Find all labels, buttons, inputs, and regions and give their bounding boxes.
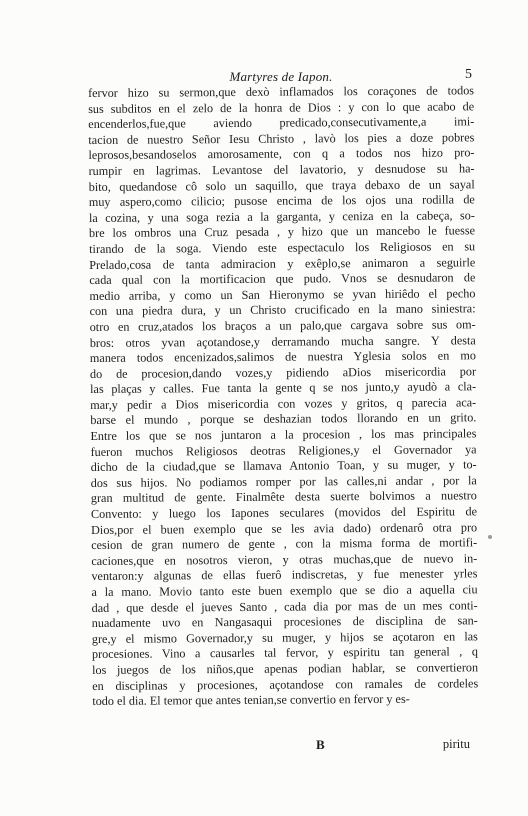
text-line: en disciplinas y procesiones, açotandose con ramales de cordeles xyxy=(92,675,479,693)
text-line: otro en cruz,atados los braços a un palo,que cargava sobre sus om- xyxy=(89,317,476,334)
text-line: con una piedra dura, y un Christo crucificado en la mano siniestra: xyxy=(89,301,476,319)
text-line: fueron muchos Religiosos deotras Religiones,y el Governador ya xyxy=(90,441,477,459)
text-line: Dios,por el buen exemplo que se les avia dado) ordenarô otra pro xyxy=(91,519,478,537)
text-line: a la mano. Movio tanto este buen exemplo que se dio a aquella ciu xyxy=(91,582,478,599)
text-line: cesion de gran numero de gente , con la misma forma de mortifi- xyxy=(91,535,478,553)
text-line: manera todos encenizados,salimos de nuestra Yglesia solos en mo xyxy=(89,348,476,366)
text-line: fervor hizo su sermon,que dexò inflamados los coraçones de todos xyxy=(88,83,475,100)
text-line: caciones,que en nosotros vieron, y otras muchas,que de nuevo in- xyxy=(91,551,478,568)
text-line: medio arriba, y como un San Hieronymo se yvan hiriêdo el pecho xyxy=(89,286,476,303)
text-line: dos sus hijos. No podiamos romper por las calles,ni andar , por la xyxy=(90,473,477,490)
text-line: dicho de la ciudad,que se llamava Antonio Toan, y su muger, y to- xyxy=(90,457,477,475)
catchword: piritu xyxy=(442,737,470,751)
running-head: Martyres de Iapon. xyxy=(229,69,333,84)
text-line: todo el dia. El temor que antes tenian,se convertio en fervor y es- xyxy=(92,691,410,709)
paper-speck xyxy=(488,535,492,539)
signature-mark: B xyxy=(316,737,325,752)
text-line: Entre los que se nos juntaron a la procesion , los mas principales xyxy=(90,426,477,444)
text-line: bre los ombros una Cruz pesada , y hizo que un mancebo le fuesse xyxy=(88,223,476,241)
text-line: sus subditos en el zelo de la honra de Dios : y con lo que acabo de xyxy=(88,98,475,116)
text-line: tirando de la soga. Viendo este espectaculo los Religiosos en su xyxy=(89,239,476,256)
text-line: cada qual con la mortificacion que pudo. Vnos se desnudaron de xyxy=(89,270,476,288)
text-line: do de procesion,dando vozes,y pidiendo aDios misericordia por xyxy=(89,363,477,381)
page-number: 5 xyxy=(465,67,472,82)
text-line: dad , que desde el jueves Santo , cada dia por mas de un mes conti- xyxy=(91,597,478,615)
text-line: barse el mundo , porque se deshazian todos llorando en un grito. xyxy=(90,410,477,428)
text-line: la cozina, y una soga rezia a la garganta, y ceniza en la cabeça, so- xyxy=(88,208,475,225)
text-line: mar,y pedir a Dios misericordia con vozes y gritos, q parecia aca- xyxy=(90,395,477,412)
text-line: bito, quedandose cô solo un saquillo, que traya debaxo de un sayal xyxy=(88,176,475,194)
text-line: las plaças y calles. Fue tanta la gente q se nos junto,y ayudò a cla- xyxy=(90,379,477,397)
text-line: leprosos,besandoselos amorosamente, con q a todos nos hizo pro- xyxy=(88,145,475,163)
text-line: nuadamente uvo en Nangasaqui procesiones de disciplina de san- xyxy=(91,613,478,631)
text-line: bros: otros yvan açotandose,y derramando mucha sangre. Y desta xyxy=(89,332,476,350)
text-line: rumpir en lagrimas. Levantose del lavatorio, y desnudose su ha- xyxy=(88,161,475,178)
page-footer xyxy=(88,737,474,757)
text-line: muy aspero,como cilicio; pusose encima de los ojos una rodilla de xyxy=(88,192,475,210)
body-text xyxy=(88,83,478,709)
text-line: gran multitud de gente. Finalmête desta suerte bolvimos a nuestro xyxy=(90,488,477,506)
text-line: Convento: y luego los Iapones seculares (movidos del Espiritu de xyxy=(90,504,478,522)
text-line: Prelado,cosa de tanta admiracion y exêplo,se animaron a seguirle xyxy=(89,254,476,272)
text-line: ventaron:y algunas de ellas fuerô indiscretas, y fue menester yrles xyxy=(91,566,478,584)
text-line: procesiones. Vino a causarles tal fervor, y espiritu tan general , q xyxy=(91,644,479,662)
text-line: los juegos de los niños,que apenas podian hablar, se convertieron xyxy=(92,660,479,677)
text-line: encenderlos,fue,que aviendo predicado,consecutivamente,a imi- xyxy=(88,114,475,132)
text-line: tacion de nuestro Señor Iesu Christo , lavò los pies a doze pobres xyxy=(88,130,475,147)
text-line: gre,y el mismo Governador,y su muger, y hijos se açotaron en las xyxy=(91,629,478,646)
